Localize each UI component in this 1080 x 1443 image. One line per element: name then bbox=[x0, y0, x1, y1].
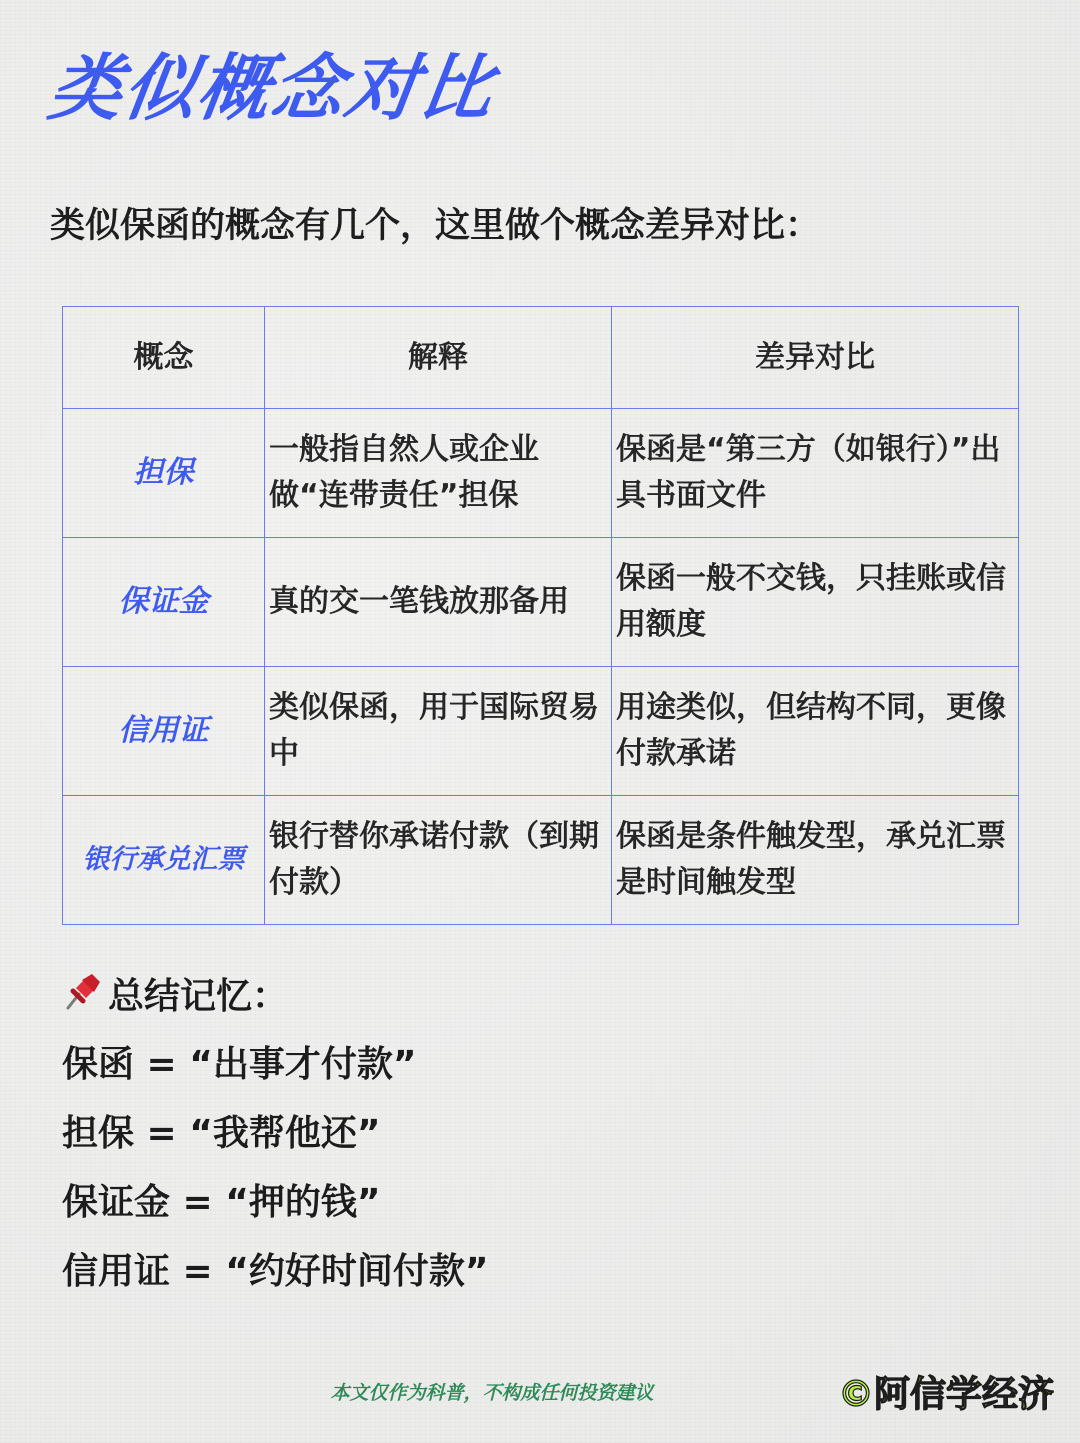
concept-cell: 银行承兑汇票 bbox=[63, 796, 265, 925]
header-concept: 概念 bbox=[63, 307, 265, 409]
concept-cell: 信用证 bbox=[63, 667, 265, 796]
concept-cell: 保证金 bbox=[63, 538, 265, 667]
watermark-text: ©阿信学经济 bbox=[837, 1374, 1054, 1415]
explain-cell: 真的交一笔钱放那备用 bbox=[265, 538, 612, 667]
summary-line: 担保 = “我帮他还” bbox=[62, 1113, 381, 1154]
disclaimer: 本文仅作为科普，不构成任何投资建议 bbox=[330, 1382, 654, 1404]
diff-cell: 保函一般不交钱，只挂账或信用额度 bbox=[612, 538, 1019, 667]
explain-cell: 一般指自然人或企业做“连带责任”担保 bbox=[265, 409, 612, 538]
concept-cell: 担保 bbox=[63, 409, 265, 538]
table-row bbox=[63, 409, 1019, 538]
diff-cell: 保函是“第三方（如银行）”出具书面文件 bbox=[612, 409, 1019, 538]
table-row bbox=[63, 667, 1019, 796]
intro-text: 类似保函的概念有几个，这里做个概念差异对比： bbox=[50, 206, 821, 246]
page-title: 类似概念对比 bbox=[44, 46, 500, 130]
table-header-row bbox=[63, 307, 1019, 409]
header-explain: 解释 bbox=[265, 307, 612, 409]
explain-cell: 类似保函，用于国际贸易中 bbox=[265, 667, 612, 796]
watermark bbox=[838, 1366, 1054, 1417]
explain-cell: 银行替你承诺付款（到期付款） bbox=[265, 796, 612, 925]
diff-cell: 保函是条件触发型，承兑汇票是时间触发型 bbox=[612, 796, 1019, 925]
summary-line: 保证金 = “押的钱” bbox=[62, 1182, 381, 1223]
table-row bbox=[63, 538, 1019, 667]
table-row bbox=[63, 796, 1019, 925]
summary-line: 信用证 = “约好时间付款” bbox=[62, 1251, 489, 1292]
diff-cell: 用途类似，但结构不同，更像付款承诺 bbox=[612, 667, 1019, 796]
summary-heading-row bbox=[62, 968, 288, 1019]
header-diff: 差异对比 bbox=[612, 307, 1019, 409]
comparison-table bbox=[62, 306, 1019, 925]
summary-heading: 总结记忆： bbox=[108, 976, 289, 1017]
pushpin-icon bbox=[62, 972, 102, 1012]
summary-line: 保函 = “出事才付款” bbox=[62, 1044, 417, 1085]
